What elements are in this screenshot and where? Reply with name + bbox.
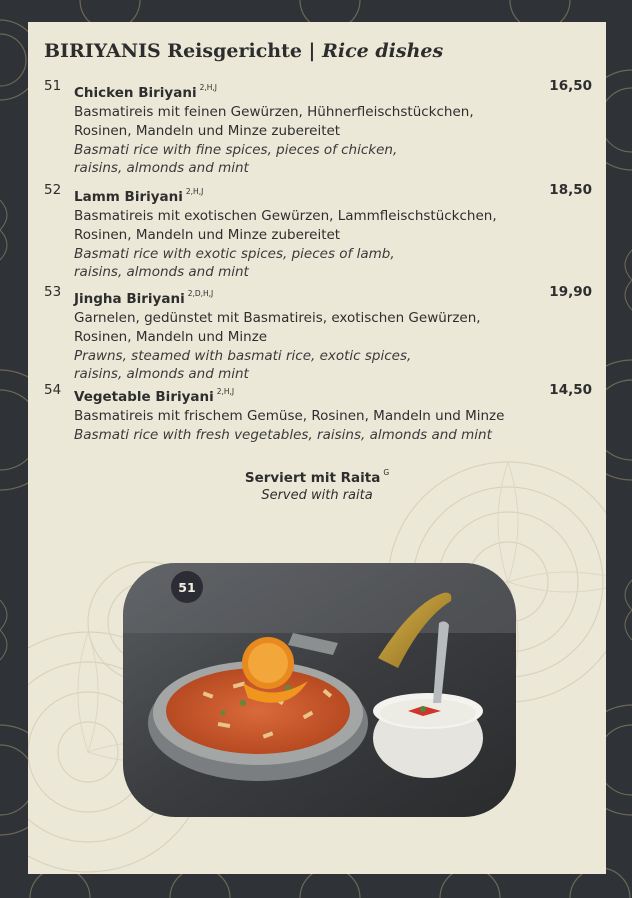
dish-name: Chicken Biriyani [74,85,197,101]
dish-number: 52 [44,182,62,198]
dish-description-en: raisins, almonds and mint [74,160,249,176]
dish-name: Lamm Biriyani [74,189,183,205]
dish-price: 19,90 [549,284,592,300]
dish-description-de: Rosinen, Mandeln und Minze zubereitet [74,227,341,243]
dish-description-en: raisins, almonds and mint [74,366,249,382]
dish-description-de: Garnelen, gedünstet mit Basmatireis, exotischen Gewürzen, [74,310,481,326]
dish-description-en: Basmati rice with fresh vegetables, raisins, almonds and mint [74,427,492,443]
dish-description-de: Basmatireis mit frischem Gemüse, Rosinen, Mandeln und Minze [74,408,505,424]
title-main: BIRIYANIS Reisgerichte | [44,40,316,62]
dish-description-en: Prawns, steamed with basmati rice, exotic spices, [74,348,412,364]
menu-card [28,22,606,874]
serving-note-main: Serviert mit Raita [244,470,381,486]
dish-name: Vegetable Biriyani [74,389,214,405]
dish-description-de: Rosinen, Mandeln und Minze zubereitet [74,123,341,139]
dish-number-badge: 51 [171,571,203,603]
dish-description-de: Basmatireis mit exotischen Gewürzen, Lammfleischstückchen, [74,208,497,224]
dish-price: 18,50 [549,182,592,198]
dish-number: 51 [44,78,62,94]
allergen-codes: 2,H,J [185,187,204,196]
dish-name: Jingha Biriyani [74,291,185,307]
allergen-codes: 2,D,H,J [187,289,214,298]
serving-note-sub: Served with raita [261,488,373,503]
allergen-codes: G [383,468,390,477]
allergen-codes: 2,H,J [216,387,235,396]
title-italic: Rice dishes [322,40,444,62]
dish-description-de: Rosinen, Mandeln und Minze [74,329,268,345]
dish-description-en: raisins, almonds and mint [74,264,249,280]
dish-number: 53 [44,284,62,300]
dish-description-de: Basmatireis mit feinen Gewürzen, Hühnerfleischstückchen, [74,104,474,120]
dish-price: 14,50 [549,382,592,398]
allergen-codes: 2,H,J [199,83,217,92]
dish-price: 16,50 [549,78,592,94]
serving-note [28,464,606,505]
dish-number: 54 [44,382,62,398]
dish-description-en: Basmati rice with exotic spices, pieces of lamb, [74,246,395,262]
section-title [44,40,443,62]
dish-description-en: Basmati rice with fine spices, pieces of chicken, [74,142,398,158]
